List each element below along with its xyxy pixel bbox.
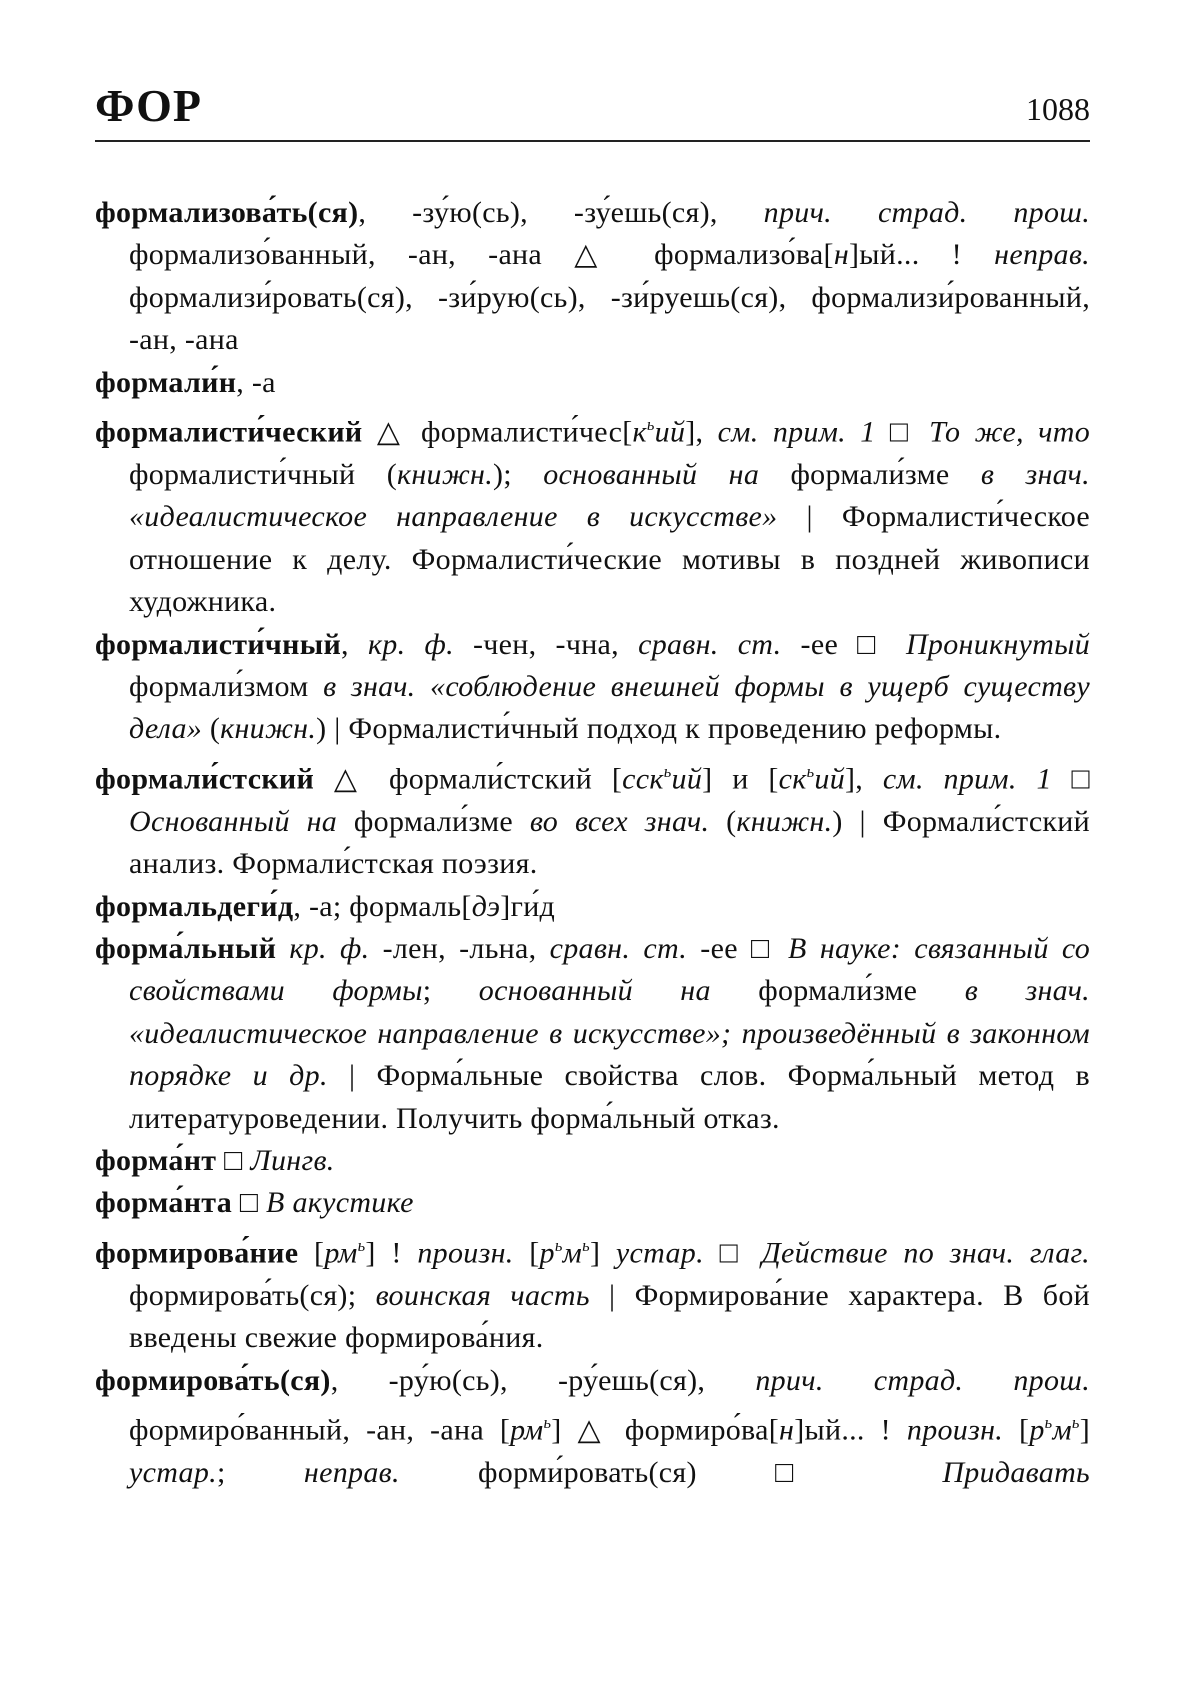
- italic-label: неправ.: [303, 1455, 400, 1489]
- italic-label: книжн.: [736, 804, 833, 838]
- entry-text: ],: [685, 415, 718, 449]
- italic-label: р: [539, 1236, 555, 1270]
- entry-text: | Форма́льные свойства слов. Форма́льный метод в литературоведении. Получить форма́льный отказ.: [129, 1059, 1090, 1135]
- entry-text: □: [1051, 762, 1090, 796]
- italic-label: к: [632, 415, 647, 449]
- entry-text: ],: [845, 762, 883, 796]
- entry-text: △ формали́стский [: [314, 762, 623, 796]
- dictionary-entry: [95, 1225, 1090, 1360]
- italic-label: в знач. «идеалистическое направление в искусстве»: [129, 457, 1090, 534]
- superscript-mark: ь: [582, 1235, 590, 1255]
- italic-label: н: [833, 238, 850, 272]
- superscript-mark: ь: [357, 1235, 366, 1255]
- entry-text: -лен, -льна,: [369, 932, 550, 965]
- entry-text: формализи́ровать(ся), -зи́рую(сь), -зи́руешь(ся), формализи́рованный, -ан, -ана: [129, 280, 1090, 357]
- superscript-mark: ь: [646, 415, 655, 435]
- dictionary-entry: [95, 886, 1090, 928]
- entry-text: формализо́ванный, -ан, -ана △ формализо́ва[: [129, 238, 834, 272]
- superscript-mark: ь: [1044, 1413, 1053, 1433]
- italic-label: м: [1052, 1413, 1072, 1447]
- dictionary-entry: [95, 192, 1090, 362]
- entry-text: , -ру́ю(сь), -ру́ешь(ся),: [330, 1363, 756, 1397]
- italic-label: ий: [654, 415, 686, 449]
- entry-text: ]: [1079, 1413, 1090, 1447]
- entry-text: ;: [216, 1455, 304, 1489]
- page-header: [95, 80, 1090, 142]
- entry-text: ]ый... !: [849, 238, 995, 272]
- entry-text: формалисти́чный (: [129, 457, 397, 491]
- entry-text: | Формирова́ние характера. В бой введены свежие формирова́ния.: [129, 1278, 1091, 1355]
- entry-text: [: [513, 1236, 540, 1270]
- superscript-mark: ь: [543, 1413, 552, 1433]
- guide-word: ФОР: [95, 80, 202, 131]
- entry-text: ] и [: [702, 762, 779, 796]
- italic-label: сравн. ст.: [638, 627, 782, 661]
- superscript-mark: ь: [663, 761, 672, 781]
- italic-label: ск: [778, 762, 807, 796]
- entry-text: формиро́ванный, -ан, -ана [: [129, 1413, 511, 1447]
- entry-text: △ формалисти́чес[: [362, 415, 633, 449]
- entry-text: [276, 932, 289, 965]
- entry-text: [: [298, 1236, 325, 1270]
- headword: форма́нт: [95, 1144, 217, 1178]
- entry-text: (: [709, 804, 737, 838]
- dictionary-entry: [95, 1182, 1090, 1224]
- entry-text: | Формалисти́ческое отношение к делу. Формалисти́ческие мотивы в поздней живописи художника.: [129, 500, 1090, 619]
- entry-text: -ее □: [687, 932, 789, 965]
- entry-text: □: [232, 1186, 267, 1220]
- headword: формальдеги́д: [95, 889, 294, 923]
- entry-text: формали́зме: [337, 804, 530, 838]
- entry-text: , -а: [236, 365, 276, 399]
- italic-label: В науке: связанный со свойствами формы: [129, 932, 1090, 1008]
- entry-text: , -а; формаль[: [293, 889, 472, 923]
- entry-text: ;: [422, 974, 479, 1008]
- italic-label: ий: [814, 762, 846, 796]
- italic-label: во всех знач.: [529, 804, 710, 838]
- italic-label: см. прим. 1: [717, 415, 876, 449]
- italic-label: см. прим. 1: [882, 762, 1052, 796]
- entry-text: -ее □: [781, 627, 906, 661]
- italic-label: рм: [324, 1236, 358, 1270]
- entry-text: ,: [341, 627, 368, 661]
- entry-text: );: [493, 457, 544, 491]
- headword: форма́льный: [95, 932, 277, 965]
- headword: формалисти́чный: [95, 627, 342, 661]
- italic-label: прич. страд. прош.: [755, 1363, 1091, 1397]
- italic-label: основанный на: [478, 974, 711, 1008]
- italic-label: кр. ф.: [367, 627, 454, 661]
- entry-text: формали́зме: [759, 457, 981, 491]
- dictionary-entry: [95, 1360, 1090, 1495]
- dictionary-entry: [95, 751, 1090, 886]
- headword: формирова́ть(ся): [95, 1363, 331, 1397]
- italic-label: основанный на: [543, 457, 760, 491]
- italic-label: книжн.: [220, 712, 317, 746]
- italic-label: произн.: [417, 1236, 514, 1270]
- entry-text: [: [1003, 1413, 1030, 1447]
- entry-text: (: [202, 712, 221, 746]
- italic-label: воинская часть: [375, 1278, 590, 1312]
- italic-label: сск: [622, 762, 664, 796]
- italic-label: То же, что: [929, 415, 1090, 449]
- dictionary-entry: [95, 624, 1090, 751]
- entry-text: формали́зме: [710, 974, 965, 1008]
- dictionary-entry: [95, 404, 1090, 624]
- entry-text: , -зу́ю(сь), -зу́ешь(ся),: [358, 196, 764, 229]
- headword: формирова́ние: [95, 1236, 299, 1270]
- italic-label: дэ: [471, 889, 501, 923]
- headword: формали́стский: [95, 762, 315, 796]
- entry-text: -чен, -чна,: [453, 627, 639, 661]
- italic-label: Лингв.: [250, 1144, 335, 1178]
- italic-label: Придавать: [942, 1455, 1091, 1489]
- dictionary-entries: [95, 192, 1090, 1494]
- superscript-mark: ь: [554, 1235, 563, 1255]
- entry-text: ]: [589, 1236, 616, 1270]
- italic-label: Действие по знач. глаг.: [761, 1236, 1090, 1270]
- italic-label: В акустике: [266, 1186, 414, 1220]
- entry-text: форми́ровать(ся) □: [399, 1455, 943, 1489]
- italic-label: произн.: [906, 1413, 1004, 1447]
- italic-label: Основанный на: [129, 804, 338, 838]
- italic-label: н: [779, 1413, 795, 1447]
- entry-text: ]ги́д: [500, 889, 556, 923]
- entry-text: формали́змом: [129, 670, 324, 704]
- italic-label: в знач. «соблюдение внешней формы в ущерб существу дела»: [129, 670, 1090, 746]
- entry-text: формирова́ть(ся);: [129, 1278, 376, 1312]
- italic-label: устар.: [615, 1236, 704, 1270]
- superscript-mark: ь: [806, 761, 815, 781]
- dictionary-entry: [95, 928, 1090, 1140]
- headword: формали́н: [95, 365, 237, 399]
- entry-text: ] !: [365, 1236, 418, 1270]
- italic-label: рм: [510, 1413, 544, 1447]
- italic-label: устар.: [129, 1455, 217, 1489]
- entry-text: □: [216, 1144, 251, 1178]
- italic-label: кр. ф.: [289, 932, 370, 965]
- dictionary-entry: [95, 362, 1090, 404]
- italic-label: Проникнутый: [905, 627, 1091, 661]
- headword: форма́нта: [95, 1186, 233, 1220]
- italic-label: книжн.: [397, 457, 494, 491]
- page-number: 1088: [1026, 91, 1090, 127]
- entry-text: □: [875, 415, 930, 449]
- entry-text: ] △ формиро́ва[: [551, 1413, 780, 1447]
- entry-text: ) | Формалисти́чный подход к проведению реформы.: [316, 712, 1002, 746]
- italic-label: р: [1029, 1413, 1045, 1447]
- italic-label: сравн. ст.: [549, 932, 688, 965]
- italic-label: ий: [671, 762, 703, 796]
- entry-text: □: [703, 1236, 762, 1270]
- entry-text: ) | Формали́стский анализ. Формали́стская поэзия.: [129, 804, 1091, 881]
- superscript-mark: ь: [1071, 1413, 1080, 1433]
- italic-label: неправ.: [994, 238, 1090, 272]
- headword: формализова́ть(ся): [95, 196, 359, 229]
- italic-label: прич. страд. прош.: [763, 196, 1090, 229]
- entry-text: ]ый... !: [794, 1413, 907, 1447]
- headword: формалисти́ческий: [95, 415, 363, 449]
- dictionary-entry: [95, 1140, 1090, 1182]
- italic-label: в знач. «идеалистическое направление в искусстве»; произведённый в законном порядке и др.: [129, 974, 1090, 1093]
- italic-label: м: [562, 1236, 583, 1270]
